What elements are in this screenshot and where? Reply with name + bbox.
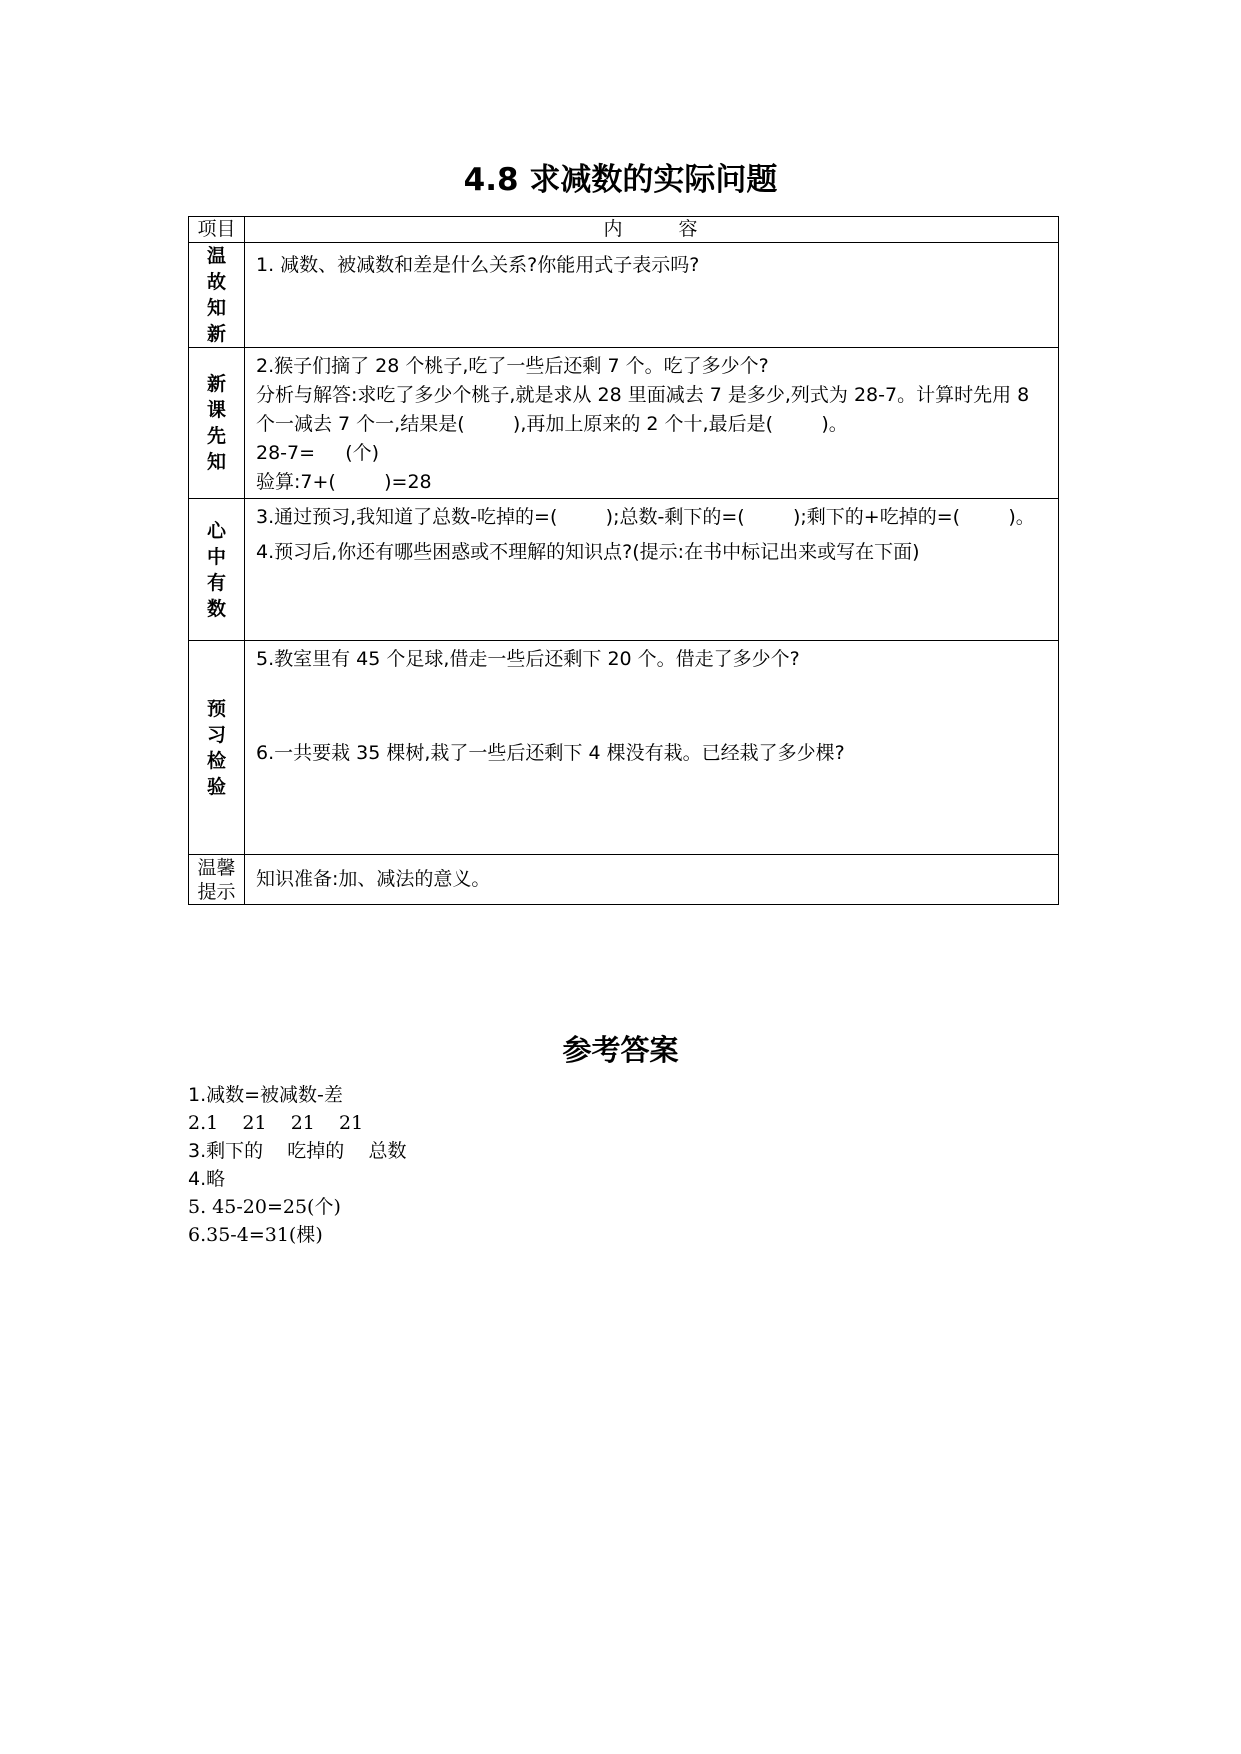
answer-item: 2.1 21 21 21 bbox=[188, 1112, 364, 1134]
question-2: 2.猴子们摘了 28 个桃子,吃了一些后还剩 7 个。吃了多少个? bbox=[256, 355, 769, 377]
header-item-label: 项目 bbox=[189, 217, 245, 243]
header-content-label bbox=[245, 217, 1059, 243]
answer-item: 5. 45-20=25(个) bbox=[188, 1196, 341, 1218]
answer-item: 1.减数=被减数-差 bbox=[188, 1084, 343, 1106]
tip-text: 知识准备:加、减法的意义。 bbox=[256, 868, 491, 890]
question-1: 1. 减数、被减数和差是什么关系?你能用式子表示吗? bbox=[256, 254, 700, 276]
table-row bbox=[189, 641, 1059, 855]
preview-table bbox=[188, 216, 1059, 905]
row-content-review bbox=[245, 243, 1059, 348]
question-3: 3.通过预习,我知道了总数-吃掉的=( );总数-剩下的=( );剩下的+吃掉的=( )。 bbox=[256, 506, 1035, 528]
page-title: 4.8 求减数的实际问题 bbox=[463, 162, 778, 198]
row-content-new-lesson bbox=[245, 348, 1059, 499]
header-content-left: 内 bbox=[603, 218, 625, 240]
row-content-check bbox=[245, 641, 1059, 855]
row-label-in-mind: 心 中 有 数 bbox=[189, 499, 245, 641]
row-content-in-mind bbox=[245, 499, 1059, 641]
table-row bbox=[189, 855, 1059, 905]
check-line: 验算:7+( )=28 bbox=[256, 471, 432, 493]
question-6: 6.一共要栽 35 棵树,栽了一些后还剩下 4 棵没有栽。已经栽了多少棵? bbox=[256, 742, 845, 764]
row-label-new-lesson: 新 课 先 知 bbox=[189, 348, 245, 499]
question-5: 5.教室里有 45 个足球,借走一些后还剩下 20 个。借走了多少个? bbox=[256, 648, 800, 670]
answer-item: 3.剩下的 吃掉的 总数 bbox=[188, 1140, 407, 1162]
header-content-right: 容 bbox=[678, 218, 700, 240]
row-label-review: 温 故 知 新 bbox=[189, 243, 245, 348]
answer-item: 6.35-4=31(棵) bbox=[188, 1224, 323, 1246]
answers-list bbox=[188, 1081, 406, 1249]
equation-line: 28-7= (个) bbox=[256, 442, 380, 464]
answer-item: 4.略 bbox=[188, 1168, 226, 1190]
row-label-check: 预 习 检 验 bbox=[189, 641, 245, 855]
table-header-row bbox=[189, 217, 1059, 243]
table-row bbox=[189, 243, 1059, 348]
row-label-tip: 温馨 提示 bbox=[189, 855, 245, 905]
table-row bbox=[189, 348, 1059, 499]
answers-title: 参考答案 bbox=[562, 1033, 679, 1067]
analysis-text: 分析与解答:求吃了多少个桃子,就是求从 28 里面减去 7 是多少,列式为 28-7。计算时先用 8 个一减去 7 个一,结果是( ),再加上原来的 2 个十,最后是( )。 bbox=[256, 384, 1036, 435]
row-content-tip bbox=[245, 855, 1059, 905]
table-row bbox=[189, 499, 1059, 641]
question-4: 4.预习后,你还有哪些困惑或不理解的知识点?(提示:在书中标记出来或写在下面) bbox=[256, 541, 920, 563]
